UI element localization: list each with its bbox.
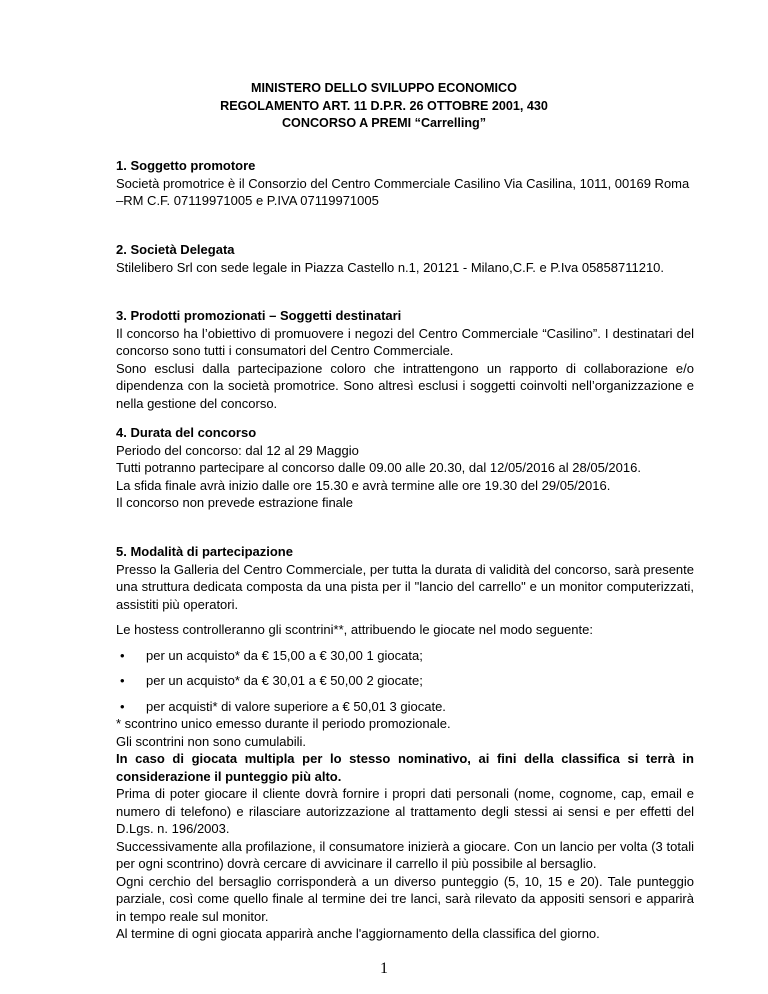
- section-5-paragraph-1: Presso la Galleria del Centro Commerciale, per tutta la durata di validità del concorso, sarà presente una struttura dedicata composta da una pista per il "lancio del carrello" e un monitor computerizzati, assistiti più operatori.: [116, 561, 694, 612]
- section-4-line-1: Periodo del concorso: dal 12 al 29 Maggio: [116, 442, 359, 458]
- section-5: [116, 543, 694, 943]
- bullet-icon: •: [120, 673, 125, 688]
- section-1: [116, 157, 694, 210]
- header-regulation: REGOLAMENTO ART. 11 D.P.R. 26 OTTOBRE 2001, 430: [220, 98, 548, 113]
- header-ministry: MINISTERO DELLO SVILUPPO ECONOMICO: [251, 81, 517, 95]
- bullet-icon: •: [120, 647, 125, 663]
- bullet-item-1: [116, 647, 694, 665]
- section-4-line-4: Il concorso non prevede estrazione finale: [116, 495, 354, 510]
- section-5-paragraph-5: Ogni cerchio del bersaglio corrisponderà a un diverso punteggio (5, 10, 15 e 20). Tale punteggio parziale, così come quello finale al termine dei tre lanci, sarà rilevato da appositi sensori e apparirà in tempo reale sul monitor.: [116, 873, 694, 924]
- section-2-title: 2. Società Delegata: [116, 242, 235, 257]
- section-4-line-3: La sfida finale avrà inizio dalle ore 15.30 e avrà termine alle ore 19.30 del 29/05/2016.: [116, 477, 611, 493]
- section-4-line-2: Tutti potranno partecipare al concorso dalle 09.00 alle 20.30, dal 12/05/2016 al 28/05/2016.: [116, 460, 641, 475]
- section-2-text: Stilelibero Srl con sede legale in Piazza Castello n.1, 20121 - Milano,C.F. e P.Iva 05858711210.: [116, 259, 665, 275]
- bullet-icon: •: [120, 698, 125, 714]
- section-5-footnote-2: Gli scontrini non sono cumulabili.: [116, 733, 307, 749]
- section-5-footnote-1: * scontrino unico emesso durante il periodo promozionale.: [116, 716, 451, 731]
- bullet-text-1: per un acquisto* da € 15,00 a € 30,00 1 giocata;: [146, 647, 423, 663]
- bullet-item-3: [116, 698, 694, 716]
- section-3: [116, 307, 694, 412]
- section-5-paragraph-4: Successivamente alla profilazione, il consumatore inizierà a giocare. Con un lancio per volta (3 totali per ogni scontrino) dovrà cercare di avvicinare il carrello il più possibile al bersaglio.: [116, 838, 694, 871]
- bullet-item-2: [116, 672, 694, 690]
- section-3-title: 3. Prodotti promozionati – Soggetti destinatari: [116, 308, 402, 323]
- section-1-text: Società promotrice è il Consorzio del Centro Commerciale Casilino Via Casilina, 1011, 00169 Roma –RM C.F. 07119971005 e P.IVA 07119971005: [116, 175, 690, 208]
- section-5-bold-note: In caso di giocata multipla per lo stesso nominativo, ai fini della classifica si terrà in considerazione il punteggio più alto.: [116, 751, 694, 784]
- section-5-paragraph-2: Le hostess controlleranno gli scontrini**, attribuendo le giocate nel modo seguente:: [116, 622, 593, 637]
- document-header: [0, 80, 768, 133]
- page-number: 1: [380, 960, 388, 977]
- header-contest-title: CONCORSO A PREMI “Carrelling”: [281, 116, 487, 130]
- section-5-paragraph-3: Prima di poter giocare il cliente dovrà fornire i propri dati personali (nome, cognome, cap, email e numero di telefono) e rilasciare autorizzazione al trattamento degli stessi ai sensi e per effetti del D.Lgs. n. 196/2003.: [116, 786, 694, 836]
- section-1-title: 1. Soggetto promotore: [116, 158, 256, 173]
- bullet-text-2: per un acquisto* da € 30,01 a € 50,00 2 giocate;: [146, 673, 423, 688]
- section-4: [116, 424, 694, 512]
- section-4-title: 4. Durata del concorso: [116, 425, 257, 440]
- section-3-paragraph-2: Sono esclusi dalla partecipazione coloro che intrattengono un rapporto di collaborazione e/o dipendenza con la società promotrice. Sono altresì esclusi i soggetti coinvolti nell’organizzazione e nella gestione del concorso.: [116, 360, 694, 411]
- bullet-text-3: per acquisti* di valore superiore a € 50,01 3 giocate.: [146, 698, 446, 714]
- section-5-paragraph-6: Al termine di ogni giocata apparirà anche l'aggiornamento della classifica del giorno.: [116, 926, 600, 941]
- section-5-title: 5. Modalità di partecipazione: [116, 544, 293, 559]
- section-3-paragraph-1: Il concorso ha l’obiettivo di promuovere i negozi del Centro Commerciale “Casilino”. I destinatari del concorso sono tutti i consumatori del Centro Commerciale.: [116, 325, 694, 358]
- section-2: [116, 241, 694, 276]
